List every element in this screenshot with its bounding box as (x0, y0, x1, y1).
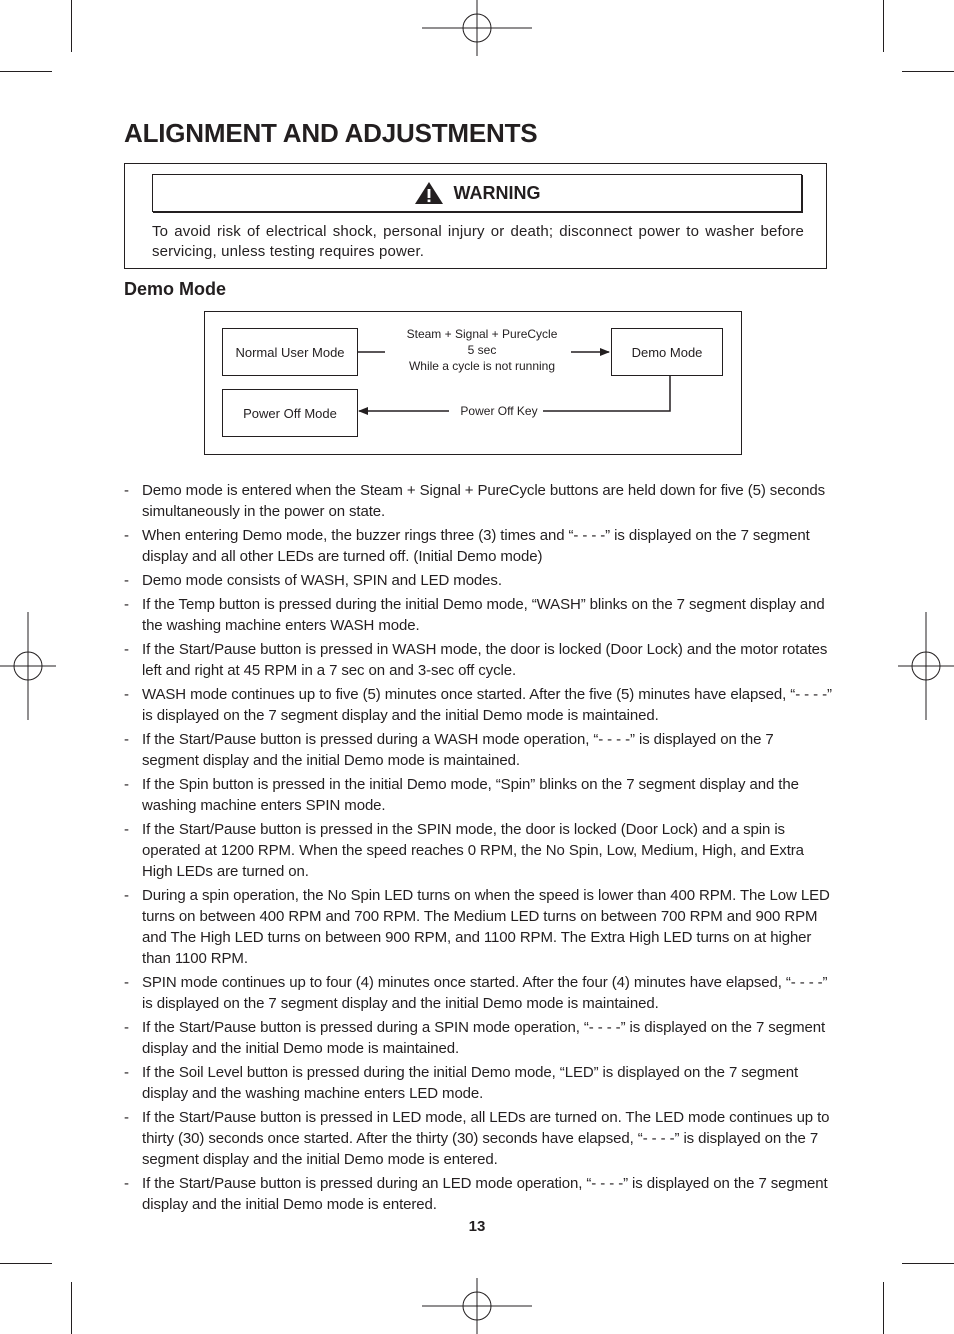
list-item-text: WASH mode continues up to five (5) minutes once started. After the five (5) minutes have elapsed, “- - - -” is displayed on the 7 segment display and the initial Demo mode is maintained. (142, 686, 832, 724)
warning-label: WARNING (453, 182, 541, 203)
list-item: - Demo mode is entered when the Steam + Signal + PureCycle buttons are held down for five (5) seconds simultaneously in the power on state. (124, 482, 825, 520)
warning-box (124, 163, 827, 269)
list-item-text: If the Start/Pause button is pressed in the SPIN mode, the door is locked (Door Lock) and a spin is operated at 1200 RPM. When the speed reaches 0 RPM, the No Spin, Low, Medium, High, and Extra High LEDs are turned on. (142, 821, 804, 880)
list-item-text: If the Soil Level button is pressed during the initial Demo mode, “LED” is displayed on the 7 segment display and the washing machine enters LED mode. (142, 1064, 799, 1102)
list-item-text: If the Temp button is pressed during the initial Demo mode, “WASH” blinks on the 7 segment display and the washing machine enters WASH mode. (142, 596, 825, 634)
warning-header (152, 174, 802, 212)
list-item-text: When entering Demo mode, the buzzer rings three (3) times and “- - - -” is displayed on the 7 segment display and all other LEDs are turned off. (Initial Demo mode) (142, 527, 810, 565)
registration-mark-icon (898, 612, 954, 720)
transition-line: While a cycle is not running (408, 359, 556, 373)
crop-mark (71, 0, 72, 52)
warning-triangle-icon (414, 181, 444, 205)
registration-mark-icon (422, 0, 532, 56)
list-item: - WASH mode continues up to five (5) minutes once started. After the five (5) minutes have elapsed, “- - - -” is displayed on the 7 segment display and the initial Demo mode is maintained. (124, 686, 832, 724)
list-item-text: Demo mode consists of WASH, SPIN and LED modes. (142, 572, 502, 589)
list-item-text: If the Spin button is pressed in the initial Demo mode, “Spin” blinks on the 7 segment display and the washing machine enters SPIN mode. (142, 776, 799, 814)
list-item: - If the Spin button is pressed in the initial Demo mode, “Spin” blinks on the 7 segment display and the washing machine enters SPIN mode. (124, 776, 799, 814)
crop-mark (902, 71, 954, 72)
transition-line: Steam + Signal + PureCycle (406, 327, 558, 341)
list-item-text: If the Start/Pause button is pressed during an LED mode operation, “- - - -” is displayed on the 7 segment display and the initial Demo mode is entered. (142, 1175, 828, 1213)
list-item: - If the Start/Pause button is pressed during an LED mode operation, “- - - -” is displayed on the 7 segment display and the initial Demo mode is entered. (124, 1175, 828, 1213)
page-title: ALIGNMENT AND ADJUSTMENTS (124, 118, 538, 148)
page-number: 13 (468, 1218, 486, 1235)
list-item-text: If the Start/Pause button is pressed in LED mode, all LEDs are turned on. The LED mode continues up to thirty (30) seconds once started. After the thirty (30) seconds have elapsed, “- - - -” is displayed on the 7 segment display and the initial Demo mode is entered. (142, 1109, 830, 1168)
list-item: - Demo mode consists of WASH, SPIN and LED modes. (124, 572, 502, 589)
demo-mode-box: Demo Mode (611, 328, 723, 376)
section-title: Demo Mode (124, 279, 227, 299)
list-item: - During a spin operation, the No Spin LED turns on when the speed is lower than 400 RPM. The Low LED turns on between 400 RPM and 700 RPM. The Medium LED turns on between 700 RPM and 900 RPM and The High LED turns on between 900 RPM, and 1100 RPM. The Extra High LED turns on at higher than 1100 RPM. (124, 887, 830, 967)
transition-line: 5 sec (467, 343, 497, 357)
list-item: - If the Start/Pause button is pressed during a WASH mode operation, “- - - -” is displayed on the 7 segment display and the initial Demo mode is maintained. (124, 731, 774, 769)
registration-mark-icon (422, 1278, 532, 1334)
registration-mark-icon (0, 612, 56, 720)
list-item: - If the Start/Pause button is pressed in the SPIN mode, the door is locked (Door Lock) and a spin is operated at 1200 RPM. When the speed reaches 0 RPM, the No Spin, Low, Medium, High, and Extra High LEDs are turned on. (124, 821, 804, 880)
list-item: - If the Start/Pause button is pressed in WASH mode, the door is locked (Door Lock) and the motor rotates left and right at 45 RPM in a 7 sec on and 3-sec off cycle. (124, 641, 828, 679)
list-item: - If the Start/Pause button is pressed in LED mode, all LEDs are turned on. The LED mode continues up to thirty (30) seconds once started. After the thirty (30) seconds have elapsed, “- - - -” is displayed on the 7 segment display and the initial Demo mode is entered. (124, 1109, 830, 1168)
crop-mark (902, 1263, 954, 1264)
list-item-text: If the Start/Pause button is pressed during a SPIN mode operation, “- - - -” is displayed on the 7 segment display and the initial Demo mode is maintained. (142, 1019, 826, 1057)
normal-user-mode-box: Normal User Mode (222, 328, 358, 376)
crop-mark (883, 0, 884, 52)
list-item: - SPIN mode continues up to four (4) minutes once started. After the four (4) minutes have elapsed, “- - - -” is displayed on the 7 segment display and the initial Demo mode is maintained. (124, 974, 828, 1012)
warning-text: To avoid risk of electrical shock, personal injury or death; disconnect power to washer before servicing, unless testing requires power. (152, 223, 804, 260)
power-off-mode-box: Power Off Mode (222, 389, 358, 437)
crop-mark (0, 71, 52, 72)
power-off-key-label: Power Off Key (460, 404, 538, 418)
crop-mark (0, 1263, 52, 1264)
list-item-text: If the Start/Pause button is pressed during a WASH mode operation, “- - - -” is displayed on the 7 segment display and the initial Demo mode is maintained. (142, 731, 774, 769)
list-item: - If the Temp button is pressed during the initial Demo mode, “WASH” blinks on the 7 segment display and the washing machine enters WASH mode. (124, 596, 825, 634)
crop-mark (71, 1282, 72, 1334)
list-item-text: SPIN mode continues up to four (4) minutes once started. After the four (4) minutes have elapsed, “- - - -” is displayed on the 7 segment display and the initial Demo mode is maintained. (142, 974, 828, 1012)
transition-label (385, 326, 579, 374)
demo-mode-bullet-list (124, 480, 834, 1218)
crop-mark (883, 1282, 884, 1334)
list-item: - If the Start/Pause button is pressed during a SPIN mode operation, “- - - -” is displayed on the 7 segment display and the initial Demo mode is maintained. (124, 1019, 826, 1057)
list-item-text: During a spin operation, the No Spin LED turns on when the speed is lower than 400 RPM. The Low LED turns on between 400 RPM and 700 RPM. The Medium LED turns on between 700 RPM and 900 RPM and The High LED turns on between 900 RPM, and 1100 RPM. The Extra High LED turns on at higher than 1100 RPM. (142, 887, 830, 967)
list-item-text: If the Start/Pause button is pressed in WASH mode, the door is locked (Door Lock) and the motor rotates left and right at 45 RPM in a 7 sec on and 3-sec off cycle. (142, 641, 828, 679)
demo-mode-diagram (204, 311, 742, 455)
list-item: - When entering Demo mode, the buzzer rings three (3) times and “- - - -” is displayed on the 7 segment display and all other LEDs are turned off. (Initial Demo mode) (124, 527, 810, 565)
list-item-text: Demo mode is entered when the Steam + Signal + PureCycle buttons are held down for five (5) seconds simultaneously in the power on state. (142, 482, 825, 520)
list-item: - If the Soil Level button is pressed during the initial Demo mode, “LED” is displayed on the 7 segment display and the washing machine enters LED mode. (124, 1064, 799, 1102)
